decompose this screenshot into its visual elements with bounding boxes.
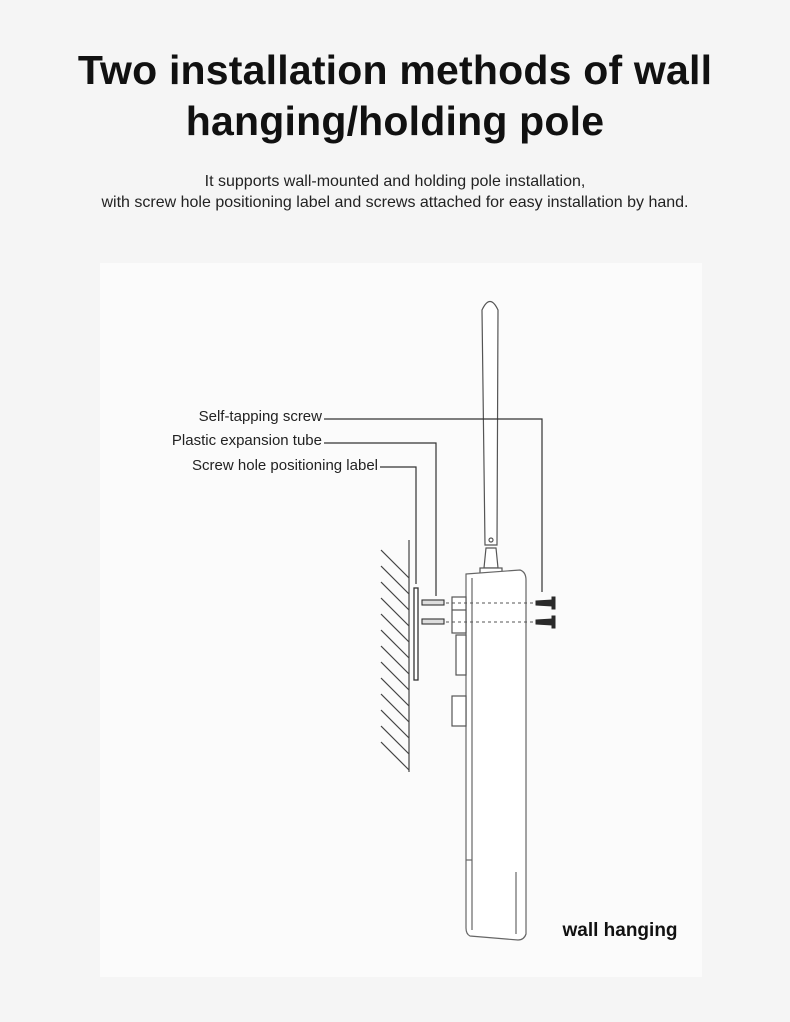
label-screw-hole-positioning-label: Screw hole positioning label [192,457,378,474]
subtitle-line-1: It supports wall-mounted and holding pole installation, [204,173,586,190]
device-body [466,570,526,940]
label-plastic-expansion-tube: Plastic expansion tube [171,432,322,449]
diagram-caption: wall hanging [562,920,678,941]
callout-leader-lines [324,419,542,596]
mounting-bracket [452,597,466,726]
self-tapping-screws [536,597,555,628]
wall-hatching [381,540,409,772]
title-line-1: Two installation methods of wall [77,47,713,93]
positioning-label-plate [414,588,418,680]
title-line-2: hanging/holding pole [185,98,605,144]
expansion-tubes [422,600,444,624]
antenna [480,302,502,575]
subtitle-line-2: with screw hole positioning label and screws attached for easy installation by hand. [101,194,689,211]
label-self-tapping-screw: Self-tapping screw [198,408,322,425]
